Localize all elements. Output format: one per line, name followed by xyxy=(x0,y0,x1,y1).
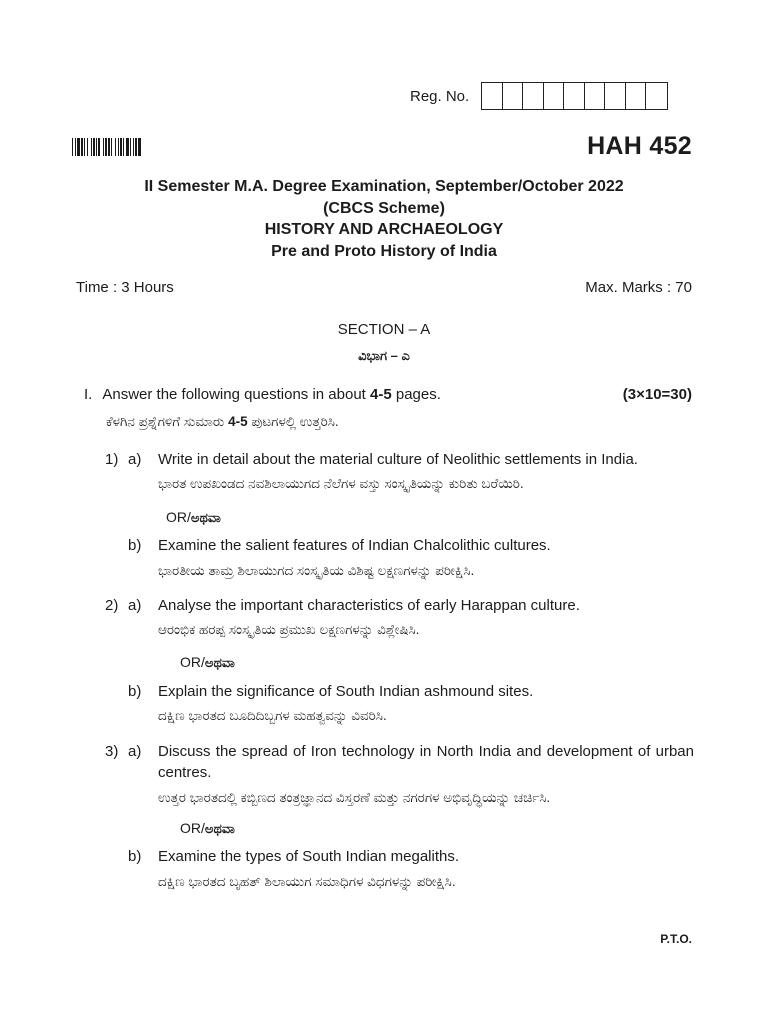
instruction-kn-post: ಪುಟಗಳಲ್ಲಿ ಉತ್ತರಿಸಿ. xyxy=(247,414,339,429)
time-label: Time : 3 Hours xyxy=(76,279,174,296)
reg-digit-box xyxy=(626,83,647,109)
instruction-kn-pages: 4-5 xyxy=(228,414,248,429)
or-separator xyxy=(180,654,235,671)
question-part-label: b) xyxy=(128,537,142,554)
section-title-kannada: ವಿಭಾಗ – ಎ xyxy=(358,348,410,363)
or-label: OR/ xyxy=(166,509,191,525)
section-title: SECTION – A xyxy=(337,321,431,338)
question-text-kannada: ದಕ್ಷಿಣ ಭಾರತದ ಬೃಹತ್ ಶಿಲಾಯುಗ ಸಮಾಧಿಗಳ ವಿಧಗಳನ್ನು ಪರೀಕ್ಷಿಸಿ. xyxy=(158,874,456,889)
instruction-marks: (3×10=30) xyxy=(622,386,692,403)
exam-scheme: (CBCS Scheme) xyxy=(323,199,445,217)
reg-digit-box xyxy=(523,83,544,109)
reg-digit-box xyxy=(482,83,503,109)
question-text: Discuss the spread of Iron technology in North India and development of urban centres. xyxy=(158,743,694,781)
reg-digit-box xyxy=(585,83,606,109)
question-part-label: a) xyxy=(128,743,142,760)
reg-digit-box xyxy=(564,83,585,109)
instruction-pages: 4-5 xyxy=(370,386,392,403)
reg-digit-box xyxy=(605,83,626,109)
question-part-label: b) xyxy=(128,848,142,865)
question-text-kannada: ಭಾರತ ಉಪಖಂಡದ ನವಶಿಲಾಯುಗದ ನೆಲೆಗಳ ವಸ್ತು ಸಂಸ್ಕೃತಿಯನ್ನು ಕುರಿತು ಬರೆಯಿರಿ. xyxy=(158,476,524,491)
exam-subject: HISTORY AND ARCHAEOLOGY xyxy=(264,221,504,238)
or-label: OR/ xyxy=(180,654,205,670)
or-label-kannada: ಅಥವಾ xyxy=(190,510,221,525)
question-text: Examine the types of South Indian megaliths. xyxy=(158,848,460,865)
question-text: Explain the significance of South Indian ashmound sites. xyxy=(158,683,534,700)
paper-code: HAH 452 xyxy=(587,132,692,160)
question-text-kannada: ದಕ್ಷಿಣ ಭಾರತದ ಬೂದಿದಿಬ್ಬಗಳ ಮಹತ್ವವನ್ನು ವಿವರಿಸಿ. xyxy=(158,708,387,723)
question-text-kannada: ಭಾರತೀಯ ತಾಮ್ರ ಶಿಲಾಯುಗದ ಸಂಸ್ಕೃತಿಯ ವಿಶಿಷ್ಟ ಲಕ್ಷಣಗಳನ್ನು ಪರೀಕ್ಷಿಸಿ. xyxy=(158,563,475,578)
question-number: 3) xyxy=(105,743,119,760)
question-part-label: a) xyxy=(128,597,142,614)
instruction xyxy=(84,386,441,403)
or-label: OR/ xyxy=(180,820,205,836)
reg-label: Reg. No. xyxy=(410,87,470,105)
reg-digit-box xyxy=(544,83,565,109)
question-text-kannada: ಆರಂಭಿಕ ಹರಪ್ಪ ಸಂಸ್ಕೃತಿಯ ಪ್ರಮುಖ ಲಕ್ಷಣಗಳನ್ನು ವಿಶ್ಲೇಷಿಸಿ. xyxy=(158,622,420,637)
question-number: 1) xyxy=(105,451,119,468)
reg-boxes xyxy=(481,82,668,110)
question-part-label: a) xyxy=(128,451,142,468)
barcode xyxy=(72,138,188,156)
exam-title: II Semester M.A. Degree Examination, September/October 2022 xyxy=(144,178,624,195)
pto-label: P.T.O. xyxy=(660,932,692,946)
instruction-text-post: pages. xyxy=(391,386,441,403)
question-number: 2) xyxy=(105,597,119,614)
question-text: Examine the salient features of Indian Chalcolithic cultures. xyxy=(158,537,551,554)
exam-paper: Pre and Proto History of India xyxy=(271,242,497,260)
max-marks-label: Max. Marks : 70 xyxy=(585,279,692,296)
reg-digit-box xyxy=(503,83,524,109)
question-text-kannada: ಉತ್ತರ ಭಾರತದಲ್ಲಿ ಕಬ್ಬಿಣದ ತಂತ್ರಜ್ಞಾನದ ವಿಸ್ತರಣೆ ಮತ್ತು ನಗರಗಳ ಅಭಿವೃದ್ಧಿಯನ್ನು ಚರ್ಚಿಸಿ. xyxy=(158,790,551,805)
question-text: Write in detail about the material culture of Neolithic settlements in India. xyxy=(158,451,638,468)
instruction-kannada xyxy=(106,414,339,430)
exam-header xyxy=(0,176,768,262)
instruction-text-pre: Answer the following questions in about xyxy=(102,386,371,403)
or-separator xyxy=(166,509,221,526)
question-part-label: b) xyxy=(128,683,142,700)
or-label-kannada: ಅಥವಾ xyxy=(204,821,235,836)
or-separator xyxy=(180,820,235,837)
question-text: Analyse the important characteristics of early Harappan culture. xyxy=(158,597,580,614)
reg-number-field xyxy=(410,82,668,110)
reg-digit-box xyxy=(646,83,667,109)
or-label-kannada: ಅಥವಾ xyxy=(204,655,235,670)
instruction-number: I. xyxy=(84,386,93,403)
instruction-kn-pre: ಕೆಳಗಿನ ಪ್ರಶ್ನೆಗಳಿಗೆ ಸುಮಾರು xyxy=(106,414,229,429)
